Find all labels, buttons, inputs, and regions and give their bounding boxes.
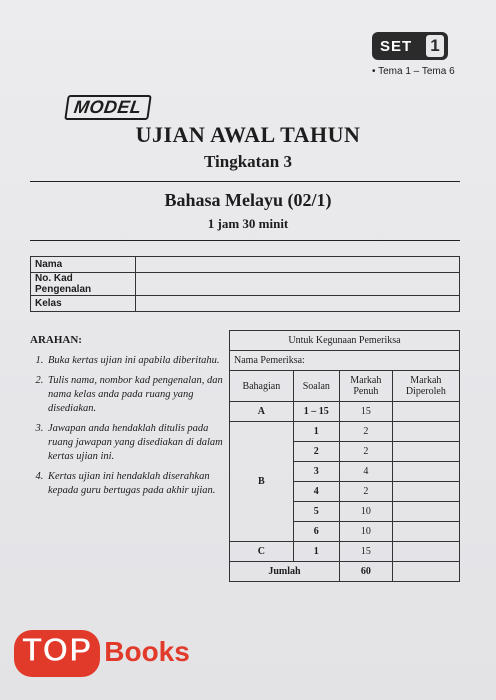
marks-obtained-cell[interactable] [392,522,459,542]
full-marks-cell: 2 [339,442,392,462]
logo-top-badge: TOP [14,630,100,677]
table-row [230,422,460,442]
question-cell: 5 [293,502,339,522]
class-label: Kelas [31,296,136,312]
question-cell: 1 [293,542,339,562]
divider [30,240,460,241]
section-cell: B [230,422,294,542]
column-header: Soalan [293,371,339,402]
instruction-item: 1. Buka kertas ujian ini apabila diberitahu. [46,354,230,368]
instruction-item: 2. Tulis nama, nombor kad pengenalan, dan nama kelas anda pada ruang yang disediakan. [46,374,230,416]
exam-level: Tingkatan 3 [203,152,293,171]
set-badge [372,32,448,60]
full-marks-cell: 10 [339,502,392,522]
table-header-row [230,371,460,402]
marks-table [229,330,460,582]
full-marks-cell: 15 [339,402,392,422]
set-label: SET [380,37,413,55]
section-cell: A [230,402,294,422]
marks-obtained-cell[interactable] [392,422,459,442]
instruction-item: 3. Jawapan anda hendaklah ditulis pada ruang jawapan yang disediakan di dalam kertas ujian ini. [46,422,230,464]
total-marks-obtained[interactable] [392,562,459,582]
table-row [230,542,460,562]
full-marks-cell: 2 [339,482,392,502]
instructions-list [30,354,230,498]
divider [30,181,460,182]
name-field[interactable] [136,257,460,273]
marks-obtained-cell[interactable] [392,462,459,482]
logo-books-text: Books [104,636,190,667]
instructions [30,333,230,504]
instructions-heading: ARAHAN: [30,334,82,346]
total-label: Jumlah [230,562,340,582]
question-cell: 1 – 15 [293,402,339,422]
table-row [230,402,460,422]
marks-table-title: Untuk Kegunaan Pemeriksa [230,331,460,351]
instruction-item: 4. Kertas ujian ini hendaklah diserahkan kepada guru bertugas pada akhir ujian. [46,470,230,498]
ic-number-label: No. Kad Pengenalan [31,273,136,296]
full-marks-cell: 10 [339,522,392,542]
name-label: Nama [31,257,136,273]
table-row [31,257,460,273]
ic-number-field[interactable] [136,273,460,296]
question-cell: 6 [293,522,339,542]
marks-obtained-cell[interactable] [392,482,459,502]
question-cell: 2 [293,442,339,462]
marks-obtained-cell[interactable] [392,502,459,522]
marks-obtained-cell[interactable] [392,442,459,462]
full-marks-cell: 4 [339,462,392,482]
table-row [31,296,460,312]
question-cell: 3 [293,462,339,482]
marks-obtained-cell[interactable] [392,402,459,422]
full-marks-cell: 2 [339,422,392,442]
column-header: Markah Diperoleh [392,371,459,402]
full-marks-cell: 15 [339,542,392,562]
subject-title: Bahasa Melayu (02/1) [164,190,332,210]
column-header: Markah Penuh [339,371,392,402]
class-field[interactable] [136,296,460,312]
table-row [230,351,460,371]
table-row [31,273,460,296]
table-row [230,331,460,351]
exam-title: UJIAN AWAL TAHUN [135,122,361,147]
marks-obtained-cell[interactable] [392,542,459,562]
theme-range: • Tema 1 – Tema 6 [372,66,455,77]
section-cell: C [230,542,294,562]
question-cell: 4 [293,482,339,502]
set-number: 1 [426,35,444,57]
question-cell: 1 [293,422,339,442]
examiner-name-label: Nama Pemeriksa: [230,351,460,371]
model-badge: MODEL [64,95,151,120]
total-full-marks: 60 [339,562,392,582]
candidate-info-table [30,256,460,312]
topbooks-logo [14,630,190,677]
column-header: Bahagian [230,371,294,402]
table-row [230,562,460,582]
exam-duration: 1 jam 30 minit [207,216,289,231]
